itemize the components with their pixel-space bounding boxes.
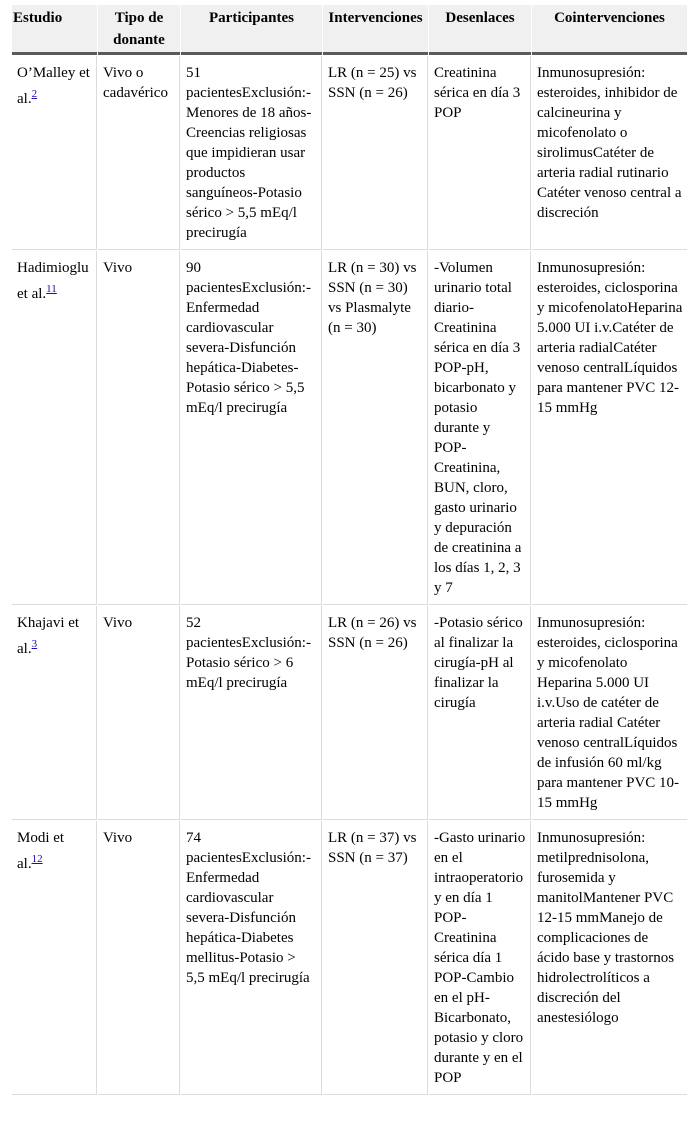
reference-sup xyxy=(32,851,43,865)
cell-interventions: LR (n = 37) vs SSN (n = 37) xyxy=(323,821,428,1095)
table-row xyxy=(12,56,687,250)
reference-link[interactable]: 3 xyxy=(31,638,38,650)
cell-interventions: LR (n = 30) vs SSN (n = 30) vs Plasmalyte (n = 30) xyxy=(323,251,428,605)
table-row xyxy=(12,606,687,820)
table-body xyxy=(12,56,687,1095)
header-participantes: Participantes xyxy=(181,5,322,55)
header-desenlaces: Desenlaces xyxy=(429,5,531,55)
table-row xyxy=(12,821,687,1095)
cell-donor: Vivo o cadavérico xyxy=(98,56,180,250)
study-name: O’Malley et al. xyxy=(17,65,90,107)
cell-donor: Vivo xyxy=(98,821,180,1095)
cell-donor: Vivo xyxy=(98,251,180,605)
cell-donor: Vivo xyxy=(98,606,180,820)
header-cointervenciones: Cointervenciones xyxy=(532,5,687,55)
cell-outcomes: -Volumen urinario total diario-Creatinina sérica en día 3 POP-pH, bicarbonato y potasio durante y POP-Creatinina, BUN, cloro, gasto urinario y depuración de creatinina a los días 1, 2, 3 y 7 xyxy=(429,251,531,605)
cell-cointerventions: Inmunosupresión: metilprednisolona, furosemida y manitolMantener PVC 12-15 mmManejo de complicaciones de ácido base y trastornos hidrolectrolíticos a discreción del anestesiólogo xyxy=(532,821,687,1095)
study-name: Modi et al. xyxy=(17,830,65,872)
cell-cointerventions: Inmunosupresión: esteroides, inhibidor de calcineurina y micofenolato o sirolimusCatéter de arteria radial rutinario Catéter venoso central a discreción xyxy=(532,56,687,250)
cell-participants: 90 pacientesExclusión:-Enfermedad cardiovascular severa-Disfunción hepática-Diabetes-Potasio sérico > 5,5 mEq/l precirugía xyxy=(181,251,322,605)
reference-link[interactable]: 2 xyxy=(31,88,38,100)
cell-participants: 51 pacientesExclusión:-Menores de 18 años-Creencias religiosas que impidieran usar productos sanguíneos-Potasio sérico > 5,5 mEq/l precirugía xyxy=(181,56,322,250)
cell-participants: 52 pacientesExclusión:-Potasio sérico > 6 mEq/l precirugía xyxy=(181,606,322,820)
study-name: Hadimioglu et al. xyxy=(17,260,89,302)
cell-cointerventions: Inmunosupresión: esteroides, ciclosporina y micofenolato Heparina 5.000 UI i.v.Uso de catéter de arteria radial Catéter venoso centralLíquidos de infusión 60 ml/kg para mantener PVC 10-15 mmHg xyxy=(532,606,687,820)
header-tipo-donante: Tipo de donante xyxy=(98,5,180,55)
cell-study xyxy=(12,251,97,605)
reference-sup xyxy=(32,636,38,650)
reference-sup xyxy=(46,281,57,295)
reference-link[interactable]: 12 xyxy=(31,853,43,865)
studies-table xyxy=(11,4,688,1096)
cell-study xyxy=(12,606,97,820)
table-header xyxy=(12,5,687,55)
header-estudio: Estudio xyxy=(12,5,97,55)
cell-outcomes: -Gasto urinario en el intraoperatorio y en día 1 POP-Creatinina sérica día 1 POP-Cambio en el pH-Bicarbonato, potasio y cloro durante y en el POP xyxy=(429,821,531,1095)
cell-outcomes: -Potasio sérico al finalizar la cirugía-pH al finalizar la cirugía xyxy=(429,606,531,820)
cell-cointerventions: Inmunosupresión: esteroides, ciclosporina y micofenolatoHeparina 5.000 UI i.v.Catéter de arteria radialCatéter venoso centralLíquidos para mantener PVC 12-15 mmHg xyxy=(532,251,687,605)
table-row xyxy=(12,251,687,605)
reference-sup xyxy=(32,86,38,100)
reference-link[interactable]: 11 xyxy=(46,283,57,295)
header-intervenciones: Intervenciones xyxy=(323,5,428,55)
cell-interventions: LR (n = 26) vs SSN (n = 26) xyxy=(323,606,428,820)
cell-study xyxy=(12,56,97,250)
cell-participants: 74 pacientesExclusión:-Enfermedad cardiovascular severa-Disfunción hepática-Diabetes mellitus-Potasio > 5,5 mEq/l precirugía xyxy=(181,821,322,1095)
cell-outcomes: Creatinina sérica en día 3 POP xyxy=(429,56,531,250)
cell-study xyxy=(12,821,97,1095)
header-row xyxy=(12,5,687,55)
cell-interventions: LR (n = 25) vs SSN (n = 26) xyxy=(323,56,428,250)
study-name: Khajavi et al. xyxy=(17,615,80,657)
